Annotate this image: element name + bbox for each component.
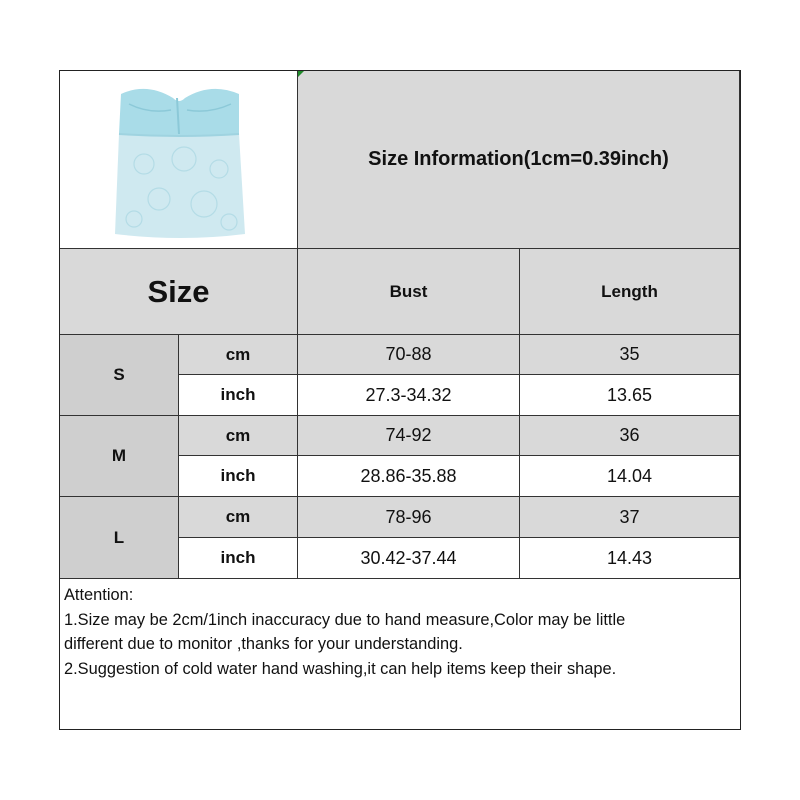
length-value-cell xyxy=(520,335,740,375)
size-label: S xyxy=(113,365,125,384)
length-value-cell xyxy=(520,416,740,456)
length-value: 37 xyxy=(619,506,640,527)
unit-cell xyxy=(179,456,298,497)
bust-header-cell xyxy=(298,249,520,335)
unit-label: cm xyxy=(225,425,251,445)
size-header-cell xyxy=(60,249,298,335)
size-label: M xyxy=(111,446,127,465)
length-value: 36 xyxy=(619,425,640,445)
bust-value: 30.42-37.44 xyxy=(360,547,457,568)
title-cell xyxy=(298,71,740,249)
unit-cell xyxy=(179,538,298,579)
unit-cell xyxy=(179,497,298,538)
bust-value-cell xyxy=(298,335,520,375)
unit-cell xyxy=(179,375,298,416)
length-value-cell xyxy=(520,456,740,497)
size-header: Size xyxy=(147,273,210,309)
size-label-cell xyxy=(60,497,179,579)
unit-label: cm xyxy=(225,344,251,364)
unit-label: cm xyxy=(225,507,251,526)
notes-line: 2.Suggestion of cold water hand washing,it can help items keep their shape. xyxy=(64,659,617,678)
notes-line: different due to monitor ,thanks for your understanding. xyxy=(64,635,463,653)
bust-header: Bust xyxy=(389,281,428,301)
length-value-cell xyxy=(520,497,740,538)
length-value: 35 xyxy=(619,344,640,364)
notes-line: 1.Size may be 2cm/1inch inaccuracy due to hand measure,Color may be little xyxy=(64,610,626,629)
unit-label: inch xyxy=(220,548,256,567)
attention-notes xyxy=(60,579,740,685)
size-label: L xyxy=(113,527,125,547)
chart-title: Size Information(1cm=0.39inch) xyxy=(368,148,669,170)
bust-value: 70-88 xyxy=(385,344,432,364)
length-header: Length xyxy=(601,281,658,301)
length-value: 14.04 xyxy=(606,465,653,486)
bust-value: 27.3-34.32 xyxy=(365,384,452,405)
bust-value-cell xyxy=(298,538,520,579)
product-image xyxy=(89,74,269,246)
bust-value: 78-96 xyxy=(385,506,432,527)
bust-value-cell xyxy=(298,497,520,538)
bust-value-cell xyxy=(298,375,520,416)
length-header-cell xyxy=(520,249,740,335)
size-label-cell xyxy=(60,416,179,497)
length-value-cell xyxy=(520,375,740,416)
size-label-cell xyxy=(60,335,179,416)
length-value-cell xyxy=(520,538,740,579)
bust-value-cell xyxy=(298,456,520,497)
unit-cell xyxy=(179,335,298,375)
unit-label: inch xyxy=(220,385,256,404)
length-value: 13.65 xyxy=(606,384,653,405)
unit-label: inch xyxy=(220,466,256,485)
product-image-cell xyxy=(60,71,298,249)
bust-value: 28.86-35.88 xyxy=(360,465,457,486)
bust-value-cell xyxy=(298,416,520,456)
notes-heading: Attention: xyxy=(64,586,134,604)
size-chart xyxy=(59,70,741,730)
unit-cell xyxy=(179,416,298,456)
corner-marker xyxy=(298,71,304,77)
bust-value: 74-92 xyxy=(385,425,432,445)
length-value: 14.43 xyxy=(606,547,653,568)
